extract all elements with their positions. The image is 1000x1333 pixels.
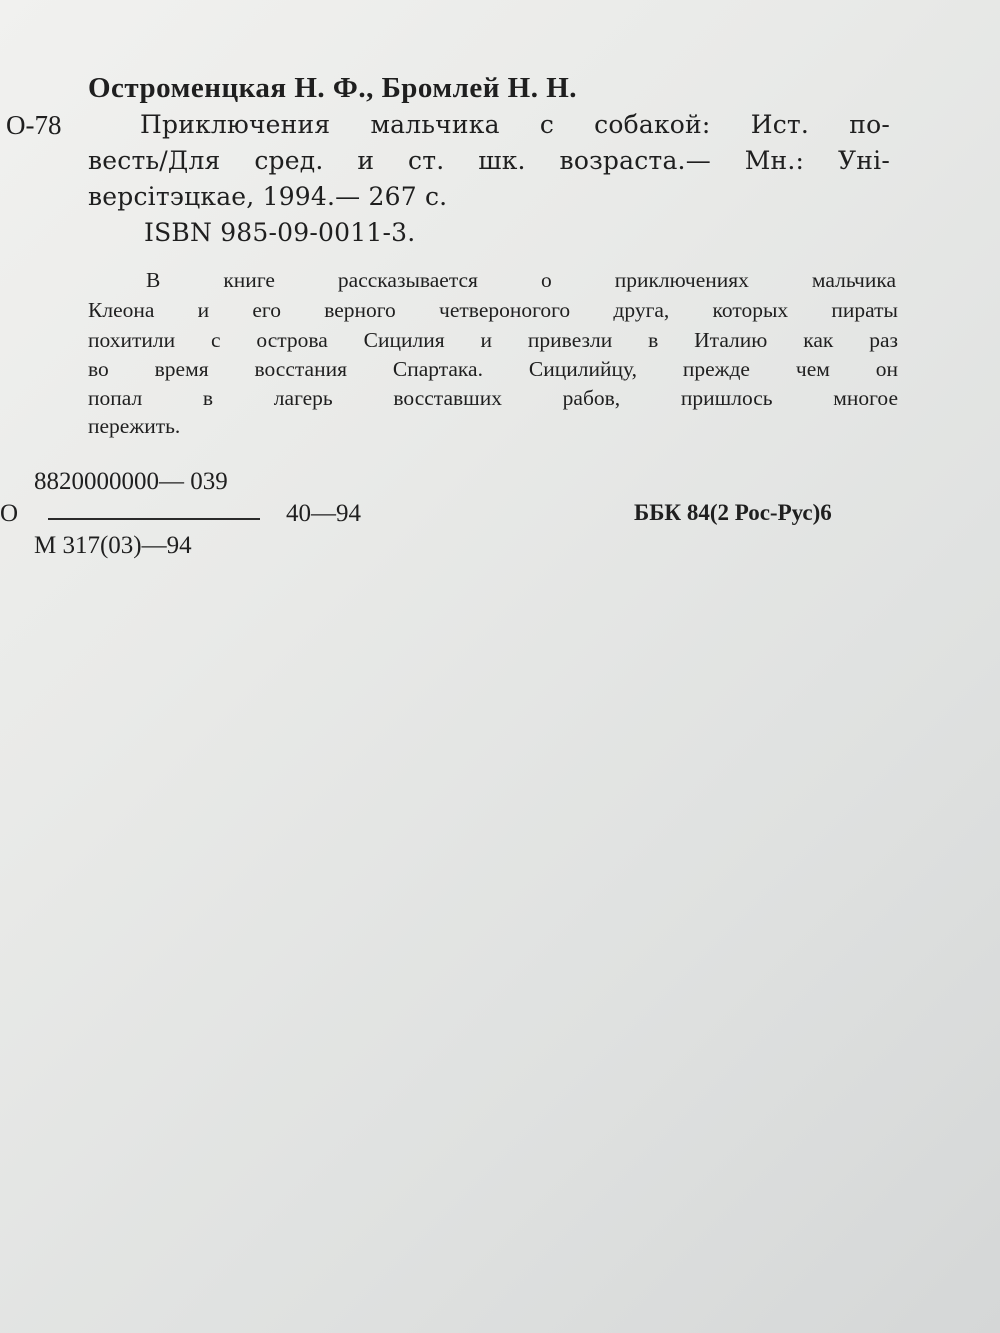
annotation-line: похитили с острова Сицилия и привезли в Италию как раз [88, 328, 898, 352]
fraction-divider [48, 518, 260, 520]
annotation-line: во время восстания Спартака. Сицилийцу, прежде чем он [88, 357, 898, 381]
description-line: весть/Для сред. и ст. шк. возраста.— Мн.: Уні- [88, 146, 890, 175]
code-denominator: М 317(03)—94 [34, 532, 192, 559]
bbk-code: ББК 84(2 Рос-Рус)6 [634, 500, 832, 525]
annotation-line: Клеона и его верного четвероногого друга, которых пираты [88, 298, 898, 322]
code-numerator: 8820000000— 039 [34, 468, 228, 495]
code-suffix: 40—94 [286, 500, 361, 527]
description-line: версітэцкае, 1994.— 267 с. [88, 182, 448, 211]
description-line: Приключения мальчика с собакой: Ист. по- [140, 110, 890, 139]
annotation-line: пережить. [88, 414, 181, 438]
authors-heading: Остроменцкая Н. Ф., Бромлей Н. Н. [88, 72, 578, 104]
catalog-index: О-78 [6, 110, 62, 140]
code-prefix: О [0, 500, 19, 527]
annotation-line: В книге рассказывается о приключениях мальчика [146, 268, 896, 292]
annotation-line: попал в лагерь восставших рабов, пришлось многое [88, 386, 898, 410]
isbn-line: ISBN 985-09-0011-3. [144, 218, 416, 247]
